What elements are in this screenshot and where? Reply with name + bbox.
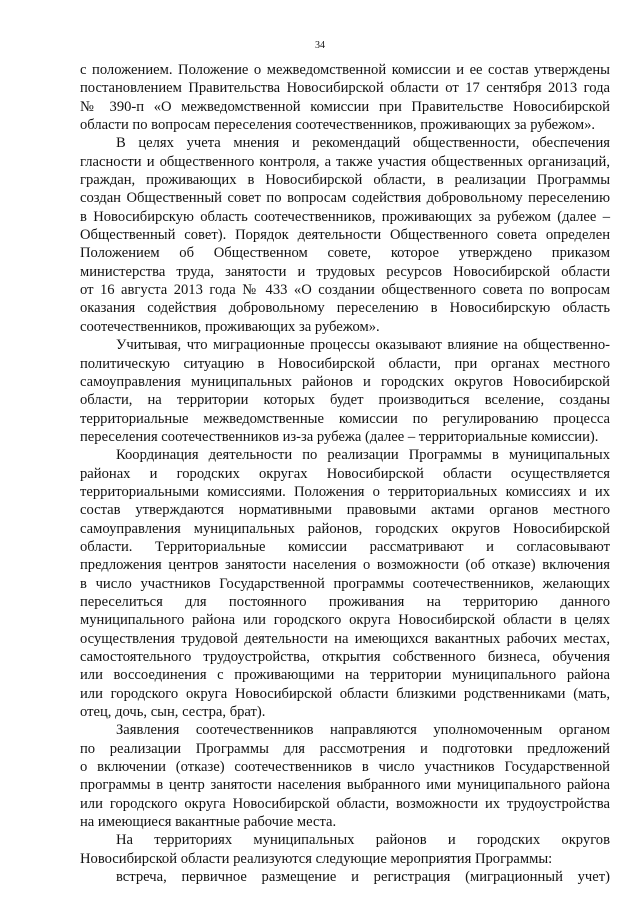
paragraph-line: районах и городских округах Новосибирской области осуществляется — [80, 465, 610, 482]
paragraph-line: встреча, первичное размещение и регистрация (миграционный учет) — [116, 869, 610, 886]
document-body — [80, 61, 610, 886]
paragraph-line: самостоятельного трудоустройства, открытия собственного бизнеса, обучения — [80, 649, 610, 665]
paragraph-line: оказания содействия добровольному переселению в Новосибирскую область — [80, 300, 610, 317]
paragraph-line: области по вопросам переселения соотечественников, проживающих за рубежом». — [80, 117, 596, 134]
paragraph — [80, 336, 610, 446]
paragraph-line: в число участников Государственной программы соотечественников, желающих — [80, 575, 610, 592]
paragraph — [80, 721, 610, 831]
paragraph-line: в Новосибирскую область соотечественников, проживающих за рубежом (далее – — [80, 208, 610, 225]
paragraph-line: Заявления соотечественников направляются уполномоченным органом — [116, 722, 610, 739]
paragraph — [80, 134, 610, 336]
paragraph — [80, 61, 610, 134]
paragraph — [80, 831, 610, 868]
paragraph-line: на имеющиеся вакантные рабочие места. — [80, 814, 337, 831]
paragraph-line: Новосибирской области реализуются следующие мероприятия Программы: — [80, 850, 553, 867]
paragraph-line: осуществления трудовой деятельности на имеющихся вакантных рабочих местах, — [80, 630, 610, 647]
paragraph-line: по реализации Программы для рассмотрения и подготовки предложений — [80, 740, 610, 757]
paragraph-line: области. Территориальные комиссии рассматривают и согласовывают — [80, 538, 610, 555]
paragraph-line: области, на территории которых будет производиться вселение, созданы — [80, 392, 610, 409]
paragraph-line: Общественный совет). Порядок деятельности Общественного совета определен — [80, 227, 610, 244]
paragraph-line: политическую ситуацию в Новосибирской области, при органах местного — [80, 355, 610, 372]
paragraph-line: предложения центров занятости населения о возможности (об отказе) включения — [80, 557, 610, 574]
paragraph-line: На территориях муниципальных районов и городских округов — [116, 832, 610, 849]
paragraph — [80, 868, 610, 886]
paragraph-line: создан Общественный совет по вопросам содействия добровольному переселению — [80, 190, 610, 207]
paragraph-line: отец, дочь, сын, сестра, брат). — [80, 704, 266, 721]
paragraph-line: переселения соотечественников из-за рубежа (далее – территориальные комиссии). — [80, 428, 599, 445]
paragraph-line: состав утверждаются нормативными правовыми актами органов местного — [80, 502, 610, 519]
paragraph-line: № 390-п «О межведомственной комиссии при Правительстве Новосибирской — [80, 98, 610, 115]
paragraph-line: территориальные межведомственные комиссии по регулированию процесса — [80, 410, 610, 427]
paragraph-line: граждан, проживающих в Новосибирской области, в реализации Программы — [80, 172, 610, 189]
paragraph-line: о включении (отказе) соотечественников в число участников Государственной — [80, 759, 610, 776]
paragraph-line: Координация деятельности по реализации Программы в муниципальных — [116, 447, 610, 464]
paragraph-line: или городского округа Новосибирской области, возможности их трудоустройства — [80, 795, 610, 812]
paragraph-line: постановлением Правительства Новосибирской области от 17 сентября 2013 года — [80, 80, 610, 97]
paragraph-line: гласности и общественного контроля, а также участия общественных организаций, — [80, 153, 610, 170]
paragraph-line: соотечественников, проживающих за рубежом». — [80, 318, 380, 335]
paragraph-line: министерства труда, занятости и трудовых ресурсов Новосибирской области — [80, 263, 610, 280]
paragraph-line: самоуправления муниципальных районов и городских округов Новосибирской — [80, 373, 610, 390]
paragraph-line: самоуправления муниципальных районов, городских округов Новосибирской — [80, 520, 610, 537]
paragraph-line: переселиться для постоянного проживания на территорию данного — [80, 593, 610, 610]
paragraph-line: Учитывая, что миграционные процессы оказывают влияние на общественно- — [116, 337, 610, 354]
page-number: 34 — [315, 40, 325, 51]
paragraph-line: программы в центр занятости населения выбранного ими муниципального района — [80, 777, 610, 794]
paragraph-line: с положением. Положение о межведомственной комиссии и ее состав утверждены — [80, 62, 610, 78]
paragraph-line: Положением об Общественном совете, которое утверждено приказом — [80, 245, 610, 262]
paragraph-line: от 16 августа 2013 года № 433 «О создании общественного совета по вопросам — [80, 282, 610, 299]
paragraph-line: В целях учета мнения и рекомендаций общественности, обеспечения — [116, 135, 610, 152]
paragraph-line: территориальными комиссиями. Положения о территориальных комиссиях и их — [80, 483, 610, 500]
paragraph-line: или городского округа Новосибирской области близкими родственниками (мать, — [80, 685, 610, 702]
paragraph — [80, 446, 610, 721]
paragraph-line: муниципального района или городского округа Новосибирской области в целях — [80, 612, 610, 629]
paragraph-line: или воссоединения с проживающими на территории муниципального района — [80, 667, 610, 684]
